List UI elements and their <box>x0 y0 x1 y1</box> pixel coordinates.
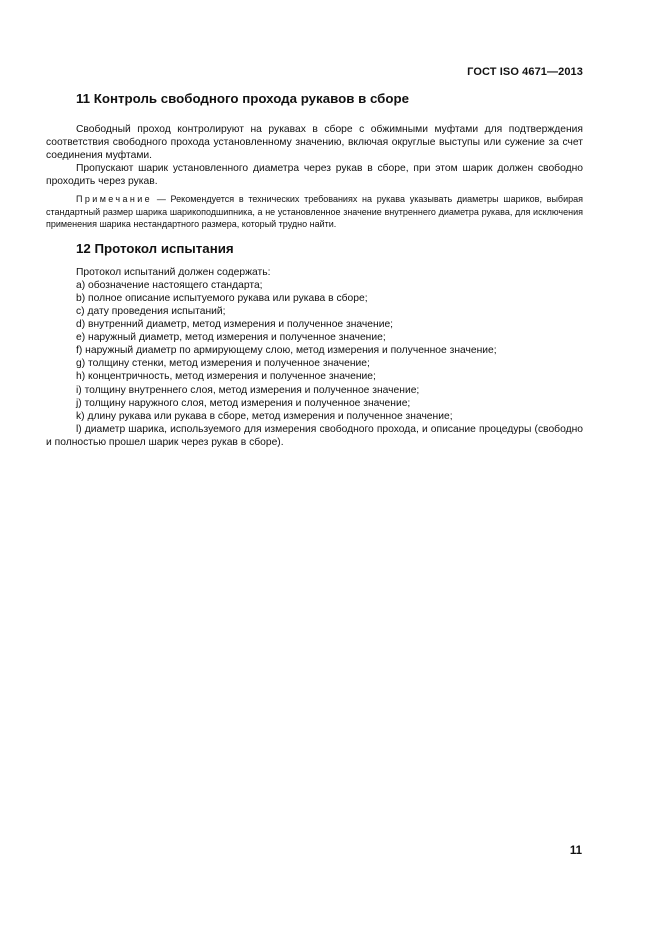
list-item: a) обозначение настоящего стандарта; <box>76 280 263 292</box>
section-12-title: 12 Протокол испытания <box>76 241 234 257</box>
list-item: i) толщину внутреннего слоя, метод измерения и полученное значение; <box>76 384 420 396</box>
page-content <box>46 90 583 449</box>
section-11-paragraph-1: Свободный проход контролируют на рукавах в сборе с обжимными муфтами для подтверждения соответствия свободного прохода установленному значению, включая округлые выступы или сужение за счет соединения муфтами. <box>46 124 583 162</box>
list-item: j) толщину наружного слоя, метод измерения и полученное значение; <box>76 397 411 409</box>
list-item: d) внутренний диаметр, метод измерения и полученное значение; <box>76 319 394 331</box>
note-label: Примечание <box>76 194 153 205</box>
list-item-last: l) диаметр шарика, используемого для измерения свободного прохода, и описание процедуры (свободно и полностью прошел шарик через рукав в сборе). <box>46 423 583 448</box>
list-item: h) концентричность, метод измерения и полученное значение; <box>76 371 376 383</box>
list-item: f) наружный диаметр по армирующему слою, метод измерения и полученное значение; <box>76 345 497 357</box>
document-code: ГОСТ ISO 4671—2013 <box>467 66 583 78</box>
section-11-note <box>46 193 583 230</box>
note-text: — Рекомендуется в технических требованиях на рукава указывать диаметры шариков, выбирая стандартный размер шарика шарикоподшипника, а не установленное значение внутреннего диаметра рукава, для исключения применения шарика нестандартного размера, который трудно найти. <box>46 194 583 229</box>
section-12-intro: Протокол испытаний должен содержать: <box>76 267 271 279</box>
list-item: k) длину рукава или рукава в сборе, метод измерения и полученное значение; <box>76 410 453 422</box>
page-number: 11 <box>569 845 582 857</box>
list-item: b) полное описание испытуемого рукава или рукава в сборе; <box>76 293 368 305</box>
list-item: e) наружный диаметр, метод измерения и полученное значение; <box>76 332 386 344</box>
section-11-title: 11 Контроль свободного прохода рукавов в сборе <box>76 91 410 106</box>
list-item: g) толщину стенки, метод измерения и полученное значение; <box>76 358 370 370</box>
section-11-paragraph-2: Пропускают шарик установленного диаметра через рукав в сборе, при этом шарик должен свободно проходить через рукав. <box>46 163 583 188</box>
list-item: c) дату проведения испытаний; <box>76 306 226 318</box>
